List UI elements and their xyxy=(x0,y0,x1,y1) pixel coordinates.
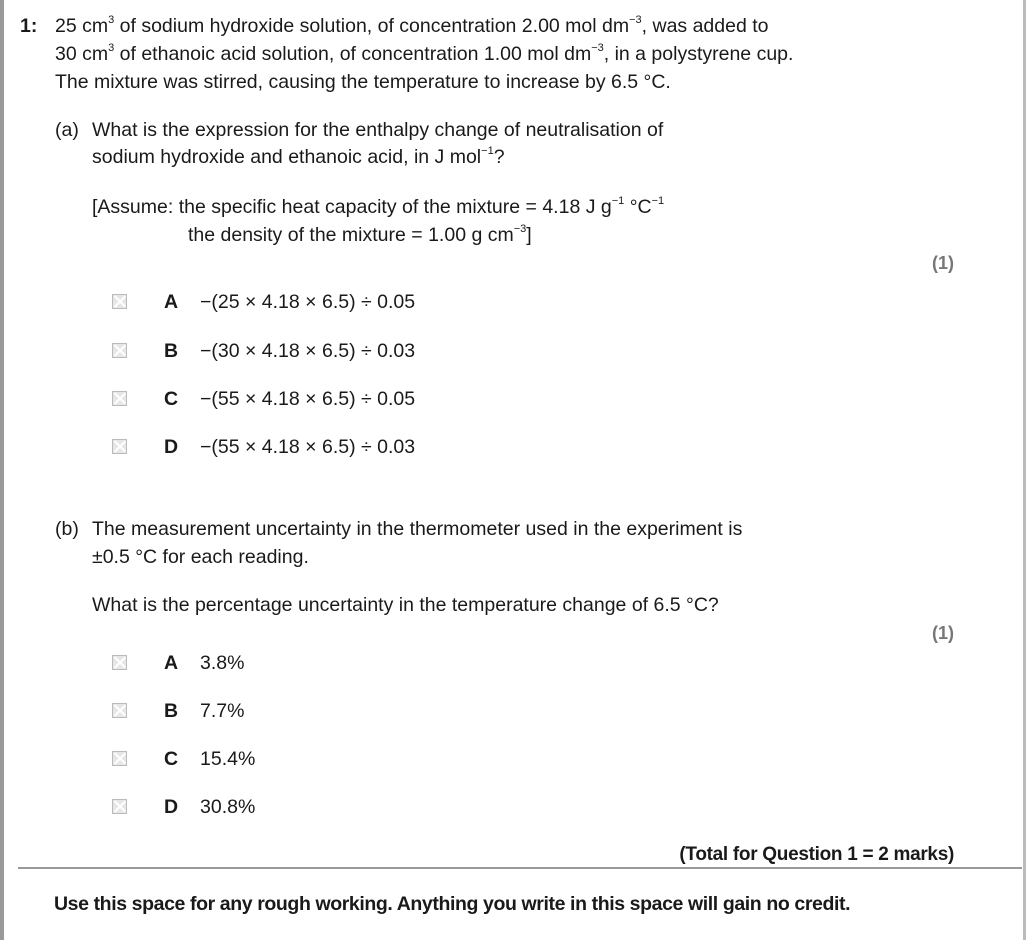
option-text: 3.8% xyxy=(200,652,245,674)
checkbox-d[interactable] xyxy=(112,799,127,814)
option-letter: A xyxy=(164,652,179,674)
stem-line-1: 25 $cm^3$ of sodium hydroxide solution, of concentration 2.00 mol $dm^{-3}$, was added to xyxy=(55,14,769,37)
part-b-label: (b) xyxy=(55,518,79,540)
part-b-line-2: ±0.5 °C for each reading. xyxy=(92,546,309,568)
divider xyxy=(18,867,1022,869)
option-text: −(25 × 4.18 × 6.5) ÷ 0.05 xyxy=(200,291,416,313)
checkbox-b[interactable] xyxy=(112,703,127,718)
part-b-line-3: What is the percentage uncertainty in the temperature change of 6.5 °C? xyxy=(92,594,719,616)
option-text: −(30 × 4.18 × 6.5) ÷ 0.03 xyxy=(200,340,416,362)
checkbox-d[interactable] xyxy=(112,439,127,454)
part-a-marks: (1) xyxy=(932,253,954,273)
stem-line-3: The mixture was stirred, causing the temperature to increase by 6.5 °C. xyxy=(55,71,671,93)
left-margin-bar xyxy=(0,0,4,940)
checkbox-c[interactable] xyxy=(112,391,127,406)
option-letter: D xyxy=(164,796,179,818)
assumption-line-1: [Assume: the specific heat capacity of the mixture = 4.18 J $g^{-1}$ $^\circ C^{-1}$ xyxy=(92,195,665,218)
checkbox-c[interactable] xyxy=(112,751,127,766)
assumption-line-2: the density of the mixture = 1.00 g $cm^{-3}$] xyxy=(188,223,532,246)
option-text: −(55 × 4.18 × 6.5) ÷ 0.03 xyxy=(200,436,416,458)
part-a-line-2: sodium hydroxide and ethanoic acid, in J mol$^{-1}$? xyxy=(92,145,505,168)
option-letter: B xyxy=(164,700,179,722)
part-b-line-1: The measurement uncertainty in the thermometer used in the experiment is xyxy=(92,518,743,540)
rough-working-note: Use this space for any rough working. Anything you write in this space will gain no credit. xyxy=(54,893,851,915)
option-letter: C xyxy=(164,748,179,770)
option-text: 30.8% xyxy=(200,796,256,818)
option-text: 7.7% xyxy=(200,700,245,722)
option-letter: C xyxy=(164,388,179,410)
total-marks: (Total for Question 1 = 2 marks) xyxy=(679,844,954,865)
part-b-marks: (1) xyxy=(932,623,954,643)
option-letter: B xyxy=(164,340,179,362)
part-a-line-1: What is the expression for the enthalpy change of neutralisation of xyxy=(92,119,664,141)
checkbox-a[interactable] xyxy=(112,294,127,309)
option-letter: D xyxy=(164,436,179,458)
option-letter: A xyxy=(164,291,179,313)
question-number: 1: xyxy=(20,15,38,37)
checkbox-b[interactable] xyxy=(112,343,127,358)
checkbox-a[interactable] xyxy=(112,655,127,670)
option-text: −(55 × 4.18 × 6.5) ÷ 0.05 xyxy=(200,388,416,410)
part-a-label: (a) xyxy=(55,119,79,141)
option-text: 15.4% xyxy=(200,748,256,770)
stem-line-2: 30 $cm^3$ of ethanoic acid solution, of concentration 1.00 mol $dm^{-3}$, in a polystyrene cup. xyxy=(55,42,794,65)
